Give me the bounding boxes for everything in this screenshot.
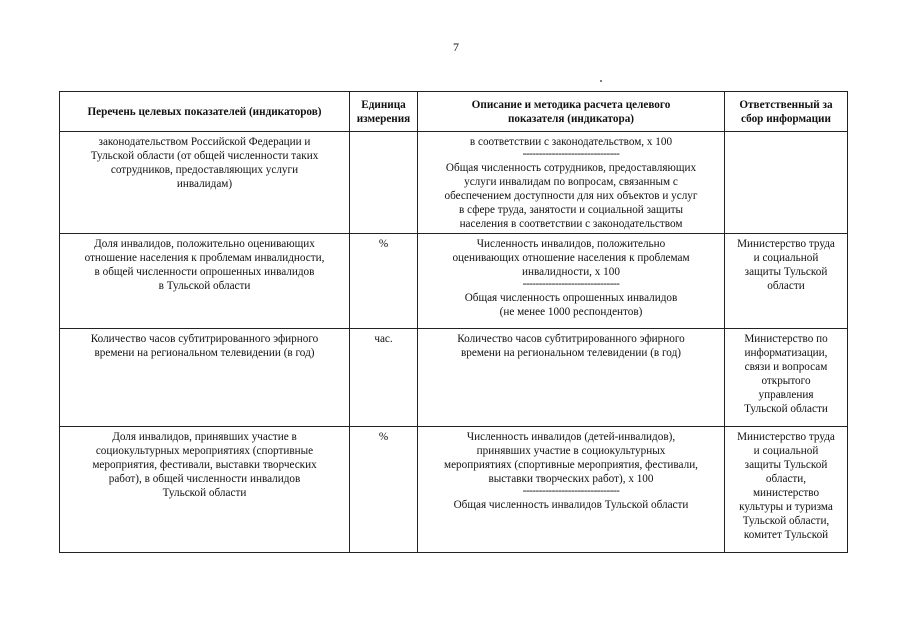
cell-text-line: Количество часов субтитрированного эфирного [457, 333, 685, 345]
cell-text-line: времени на региональном телевидении (в год) [460, 347, 681, 359]
cell-text-line: области, [765, 473, 807, 485]
cell-text-line: культуры и туризма [739, 501, 833, 513]
cell-text-line: министерство [752, 487, 820, 499]
unit-cell [350, 329, 418, 427]
fraction-divider: ------------------------------ [522, 278, 620, 290]
cell-text-line: мероприятия, фестивали, выставки творческих [92, 459, 317, 471]
table-row [60, 132, 848, 234]
cell-text-line: Перечень целевых показателей (индикаторов) [87, 105, 322, 118]
cell-text-line: Тульской области [162, 487, 247, 499]
cell-text-line: защиты Тульской [744, 266, 828, 278]
denominator-text [421, 291, 721, 319]
description-cell [418, 234, 725, 329]
cell-text-line: в сфере труда, занятости и социальной защиты [459, 204, 683, 216]
indicator-cell [60, 132, 350, 234]
scan-speck [600, 80, 602, 82]
cell-text-line: комитет Тульской [743, 529, 829, 541]
indicator-cell [60, 234, 350, 329]
unit-cell [350, 234, 418, 329]
cell-text-line: в общей численности опрошенных инвалидов [94, 266, 315, 278]
cell-text-line: сотрудников, предоставляющих услуги [110, 164, 299, 176]
indicators-table [59, 91, 848, 553]
table-row [60, 427, 848, 553]
cell-text-line: и социальной [753, 252, 819, 264]
cell-text-line: принявших участие в социокультурных [476, 445, 666, 457]
cell-text-line: Доля инвалидов, положительно оценивающих [94, 238, 315, 250]
unit-cell [350, 427, 418, 553]
cell-text-line: инвалидности, х 100 [522, 266, 620, 278]
cell-text-line: защиты Тульской [744, 459, 828, 471]
responsible-cell [725, 234, 848, 329]
unit-value: час. [374, 333, 393, 345]
cell-text-line: Министерство по [744, 333, 828, 345]
cell-text-line: Численность инвалидов, положительно [476, 238, 666, 250]
cell-text-line: Количество часов субтитрированного эфирного [90, 333, 319, 345]
cell-text-line: времени на региональном телевидении (в год) [94, 347, 315, 359]
description-cell [418, 329, 725, 427]
cell-text-line: Министерство труда [737, 431, 835, 443]
cell-text-line: Тульской области, [742, 515, 830, 527]
table-header-row [60, 92, 848, 132]
cell-text-line: в Тульской области [158, 280, 251, 292]
cell-text-line: законодательством Российской Федерации и [98, 136, 311, 148]
cell-text-line: в соответствии с законодательством, х 100 [469, 136, 673, 148]
numerator-text [421, 430, 721, 486]
fraction-divider: ------------------------------ [522, 485, 620, 497]
responsible-cell [725, 427, 848, 553]
unit-cell [350, 132, 418, 234]
cell-text-line: Тульской области (от общей численности таких [90, 150, 319, 162]
cell-text-line: открытого [761, 375, 811, 387]
cell-text-line: управления [758, 389, 814, 401]
header-description [418, 92, 725, 132]
unit-value: % [378, 238, 389, 250]
cell-text-line: Единица [361, 98, 406, 111]
cell-text-line: работ), в общей численности инвалидов [108, 473, 301, 485]
cell-text-line: услуги инвалидам по вопросам, связанным с [464, 176, 678, 188]
cell-text-line: сбор информации [741, 112, 831, 125]
denominator-text [421, 161, 721, 231]
denominator-text [421, 498, 721, 512]
cell-text-line: населения в соответствии с законодательством [459, 218, 683, 230]
cell-text-line: Министерство труда [737, 238, 835, 250]
header-unit [350, 92, 418, 132]
cell-text-line: измерения [356, 112, 411, 125]
responsible-cell [725, 132, 848, 234]
cell-text-line: Тульской области [744, 403, 828, 415]
cell-text-line: области [767, 280, 805, 292]
cell-text-line: оценивающих отношение населения к проблемам [452, 252, 690, 264]
cell-text-line: обеспечением доступности для них объектов и услуг [444, 190, 698, 202]
numerator-text [421, 237, 721, 279]
page-number: 7 [453, 40, 459, 54]
cell-text-line: связи и вопросам [744, 361, 828, 373]
unit-value: % [378, 431, 389, 443]
responsible-cell [725, 329, 848, 427]
cell-text-line: отношение населения к проблемам инвалидности, [84, 252, 325, 264]
cell-text-line: инвалидам) [176, 178, 233, 190]
numerator-text [421, 332, 721, 360]
cell-text-line: (не менее 1000 респондентов) [499, 306, 643, 318]
cell-text-line: и социальной [753, 445, 819, 457]
indicator-cell [60, 329, 350, 427]
cell-text-line: Общая численность опрошенных инвалидов [464, 292, 678, 304]
cell-text-line: информатизации, [744, 347, 828, 359]
cell-text-line: Доля инвалидов, принявших участие в [112, 431, 297, 443]
cell-text-line: мероприятиях (спортивные мероприятия, фестивали, [444, 459, 698, 471]
cell-text-line: Общая численность инвалидов Тульской области [453, 499, 689, 511]
cell-text-line: Ответственный за [739, 98, 833, 111]
cell-text-line: выставки творческих работ), х 100 [488, 473, 654, 485]
cell-text-line: Общая численность сотрудников, предоставляющих [445, 162, 697, 174]
indicator-cell [60, 427, 350, 553]
numerator-text [421, 135, 721, 149]
cell-text-line: Описание и методика расчета целевого [471, 98, 671, 111]
header-responsible [725, 92, 848, 132]
cell-text-line: социокультурных мероприятиях (спортивные [95, 445, 314, 457]
description-cell [418, 427, 725, 553]
cell-text-line: показателя (индикатора) [507, 112, 635, 125]
cell-text-line: Численность инвалидов (детей-инвалидов), [466, 431, 676, 443]
header-indicators [60, 92, 350, 132]
table-row [60, 234, 848, 329]
description-cell [418, 132, 725, 234]
table-row [60, 329, 848, 427]
fraction-divider: ------------------------------ [522, 148, 620, 160]
